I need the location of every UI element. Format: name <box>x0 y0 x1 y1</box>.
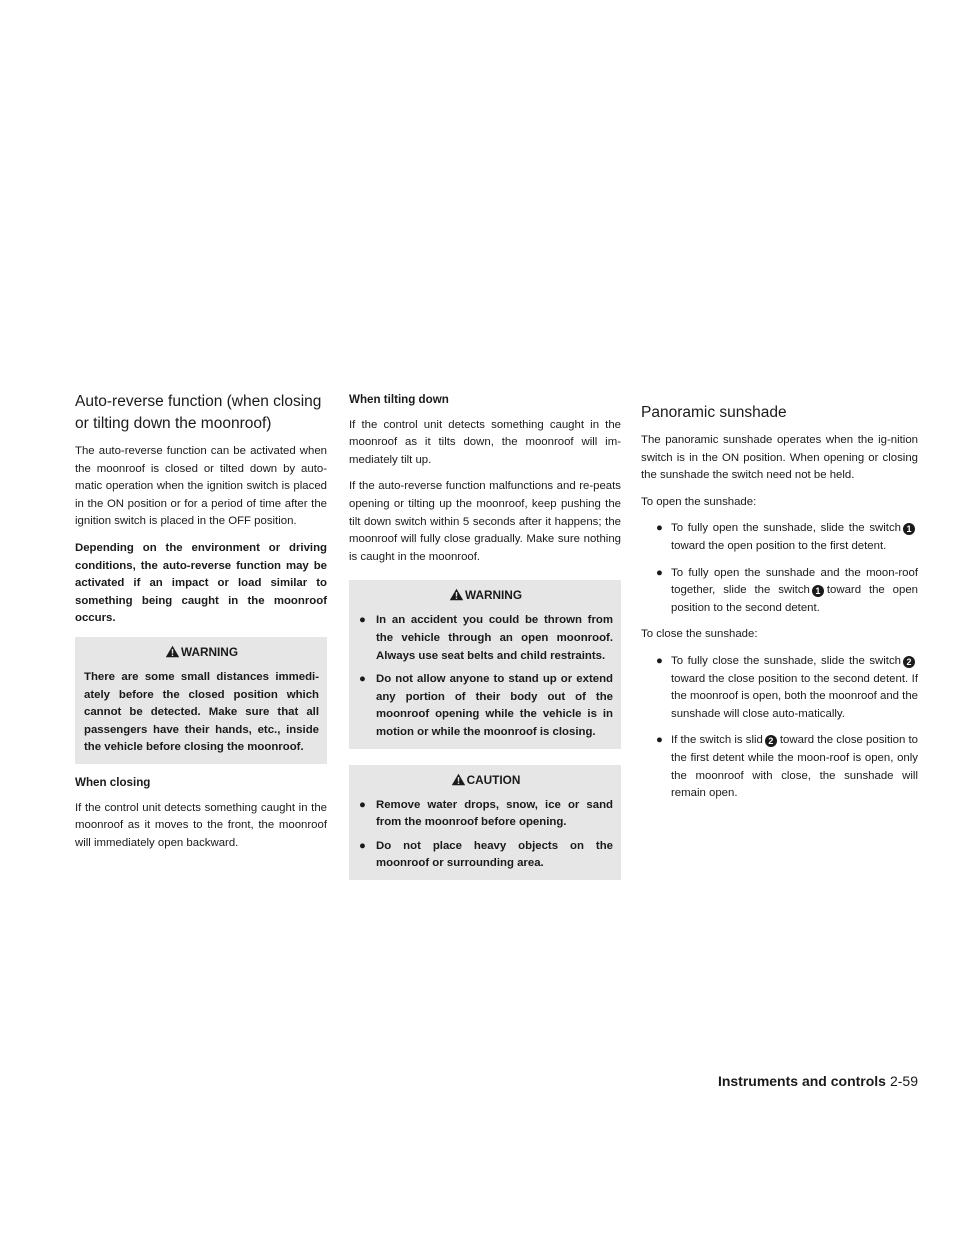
section-heading-panoramic-sunshade: Panoramic sunshade <box>641 404 787 421</box>
list-item-text: toward the close position to the second detent. If the moonroof is open, both the moonroof and the sunshade will close auto-matically. <box>671 672 918 720</box>
caution-box <box>349 765 621 880</box>
bullet-icon: ● <box>359 673 366 686</box>
column-left <box>75 391 327 861</box>
bullet-icon: ● <box>656 566 663 579</box>
bullet-icon: ● <box>359 798 366 811</box>
warning-title <box>358 586 613 606</box>
warning-box <box>349 580 621 748</box>
warning-triangle-icon <box>449 588 464 606</box>
paragraph: The panoramic sunshade operates when the ig-nition switch is in the ON position. When opening or closing the sunshade the switch need not be held. <box>641 434 918 482</box>
caution-title <box>358 771 613 791</box>
warning-text: There are some small distances immedi-ately before the closed position which cannot be detected. Make sure that all passengers have their hands, etc., inside the vehicle before closing the moonroof. <box>84 670 319 754</box>
list-item-text: toward the open position to the first detent. <box>671 539 887 552</box>
warning-item <box>358 612 613 665</box>
caution-item-text: Remove water drops, snow, ice or sand from the moonroof before opening. <box>376 798 613 829</box>
caution-title-text: CAUTION <box>466 772 521 787</box>
list-item-text: If the switch is slid <box>671 734 763 747</box>
bold-paragraph: Depending on the environment or driving conditions, the auto-reverse function may be activated if an impact or load similar to something being caught in the moonroof occurs. <box>75 541 327 625</box>
list-item <box>655 732 918 802</box>
close-intro: To close the sunshade: <box>641 628 758 641</box>
warning-triangle-icon <box>165 645 180 663</box>
caution-triangle-icon <box>451 773 466 791</box>
bullet-icon: ● <box>656 522 663 535</box>
page-number: 2-59 <box>889 1073 918 1089</box>
warning-title-text: WARNING <box>180 644 238 659</box>
subheading-when-closing: When closing <box>75 775 151 789</box>
section-heading-auto-reverse: Auto-reverse function (when closing or tilting down the moonroof) <box>75 393 322 432</box>
footer-section-title: Instruments and controls <box>717 1073 886 1089</box>
warning-item <box>358 671 613 741</box>
bullet-icon: ● <box>359 614 366 627</box>
page-footer <box>0 1071 918 1091</box>
subheading-when-tilting-down: When tilting down <box>349 393 449 406</box>
list-item <box>655 520 918 555</box>
warning-item-text: In an accident you could be thrown from the vehicle through an open moonroof. Always use seat belts and child restraints. <box>376 614 613 662</box>
column-middle <box>349 391 621 890</box>
open-intro: To open the sunshade: <box>641 495 757 508</box>
bullet-icon: ● <box>656 734 663 747</box>
paragraph: If the auto-reverse function malfunctions and re-peats opening or tilting up the moonroof, keep pushing the tilt down switch within 5 seconds after it happens; the moonroof will fully close gradually. Make sure nothing is caught in the moonroof. <box>349 480 621 563</box>
list-item-text: To fully close the sunshade, slide the switch <box>671 654 901 667</box>
switch-number-icon: 1 <box>812 585 824 597</box>
switch-number-icon: 2 <box>903 656 915 668</box>
bullet-icon: ● <box>656 654 663 667</box>
caution-item <box>358 797 613 832</box>
bullet-icon: ● <box>359 839 366 852</box>
list-item <box>655 565 918 618</box>
warning-box <box>75 637 327 764</box>
list-item <box>655 653 918 723</box>
warning-title <box>84 643 319 663</box>
paragraph: The auto-reverse function can be activated when the moonroof is closed or tilted down by auto-matic operation when the ignition switch is placed in the ON position or for a period of time after the ignition switch is placed in the OFF position. <box>75 445 327 528</box>
list-item-text: toward the close position to the first detent while the moon-roof is open, only the moonroof with close, the sunshade will remain open. <box>671 734 918 800</box>
list-item-text: To fully open the sunshade, slide the switch <box>671 522 901 535</box>
column-right <box>641 402 918 812</box>
paragraph: If the control unit detects something caught in the moonroof as it moves to the front, the moonroof will immediately open backward. <box>75 801 327 849</box>
warning-title-text: WARNING <box>464 588 522 603</box>
switch-number-icon: 2 <box>765 735 777 747</box>
list-item-text: toward the open position to the second detent. <box>671 584 918 614</box>
paragraph: If the control unit detects something caught in the moonroof as it tilts down, the moonroof will im-mediately tilt up. <box>349 418 621 466</box>
list-item-text: To fully open the sunshade and the moon-roof together, slide the switch <box>671 566 918 597</box>
switch-number-icon: 1 <box>903 523 915 535</box>
caution-item <box>358 838 613 873</box>
caution-item-text: Do not place heavy objects on the moonroof or surrounding area. <box>376 839 613 870</box>
warning-item-text: Do not allow anyone to stand up or extend any portion of their body out of the moonroof opening while the vehicle is in motion or while the moonroof is closing. <box>376 673 613 738</box>
